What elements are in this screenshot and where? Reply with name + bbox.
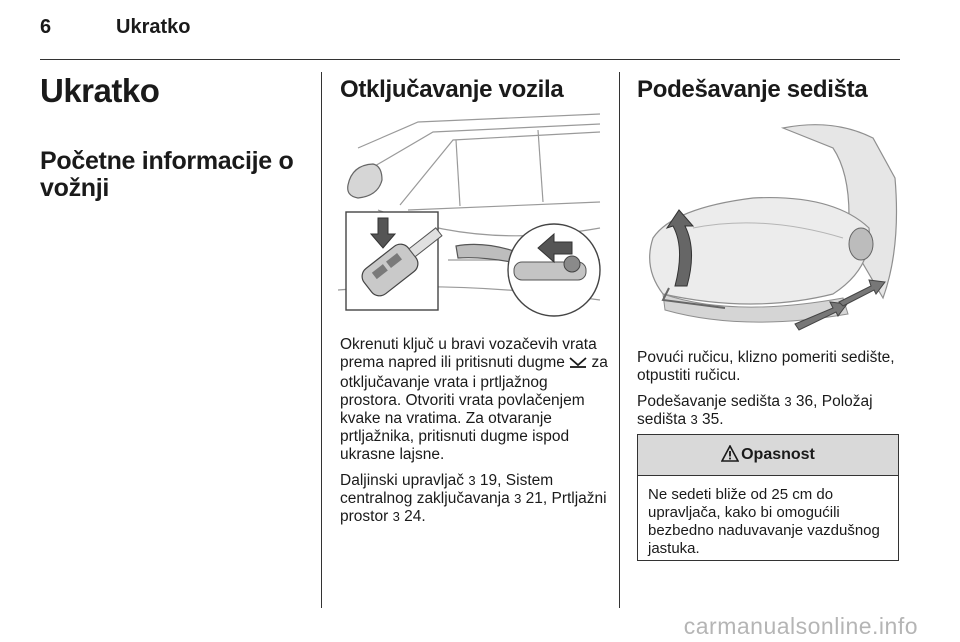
seat-adjustment-illustration: [633, 118, 903, 338]
warning-text: Ne sedeti bliže od 25 cm do upravljača, kako bi omogućili bezbedno naduvavanje vazdušnog jastuka.: [648, 486, 880, 557]
header-divider: [40, 59, 900, 60]
seat-references: Podešavanje sedišta 3 36, Položaj sedišta 3 35.: [637, 393, 873, 428]
ref-label: Daljinski upravljač: [340, 472, 465, 489]
xref-arrow-icon: 3: [690, 412, 698, 427]
xref-arrow-icon: 3: [514, 491, 522, 506]
xref-arrow-icon: 3: [468, 473, 476, 488]
unlocking-text: [340, 336, 608, 534]
seat-paragraph: Povući ručicu, klizno pomeriti sedište, otpustiti ručicu.: [637, 349, 895, 384]
ref-label: Prtljažni prostor: [340, 490, 607, 525]
ref-page[interactable]: 24: [404, 508, 422, 525]
car-door-key-drawing: [338, 110, 602, 324]
column-divider-right: [619, 72, 620, 608]
watermark-text: carmanualsonline.info: [683, 613, 918, 639]
ref-label: Podešavanje sedišta: [637, 393, 781, 410]
warning-title: Opasnost: [741, 446, 815, 463]
warning-triangle-icon: [721, 438, 739, 478]
warning-box: [637, 434, 899, 561]
unlocking-text-part2: za otključavanje vrata i prtljažnog prostora. Otvoriti vrata povlačenjem kvake na vratima. Za otvaranje prtljažnika, pritisnuti dugme ispod ukrasne lajsne.: [340, 354, 608, 463]
intro-heading: Početne informacije o vožnji: [40, 147, 294, 202]
unlocking-text-part1: Okrenuti ključ u bravi vozačevih vrata prema napred ili pritisnuti dugme: [340, 336, 597, 371]
ref-page[interactable]: 35: [701, 411, 720, 428]
ref-page[interactable]: 21: [525, 490, 543, 507]
unlocking-paragraph: [340, 336, 608, 464]
ref-page[interactable]: 19: [479, 472, 498, 489]
xref-arrow-icon: 3: [392, 509, 400, 524]
unlocking-section-title: Otključavanje vozila: [340, 76, 564, 103]
ref-label: Položaj sedišta: [637, 393, 873, 428]
column-divider-left: [321, 72, 322, 608]
unlock-button-icon: [569, 355, 587, 374]
seat-drawing: [633, 118, 903, 338]
vehicle-unlock-illustration: [338, 110, 602, 324]
seat-text: [637, 349, 907, 437]
ref-page[interactable]: 36: [795, 393, 814, 410]
ref-label: Sistem centralnog zaključavanja: [340, 472, 554, 507]
seat-section-title: Podešavanje sedišta: [637, 76, 868, 103]
chapter-title: Ukratko: [40, 72, 160, 109]
warning-header: [638, 435, 898, 476]
unlocking-references: Daljinski upravljač 3 19, Sistem centralnog zaključavanja 3 21, Prtljažni prostor 3 24.: [340, 472, 607, 525]
page-number: 6: [40, 16, 52, 38]
xref-arrow-icon: 3: [784, 394, 792, 409]
running-header-title: Ukratko: [116, 16, 191, 38]
